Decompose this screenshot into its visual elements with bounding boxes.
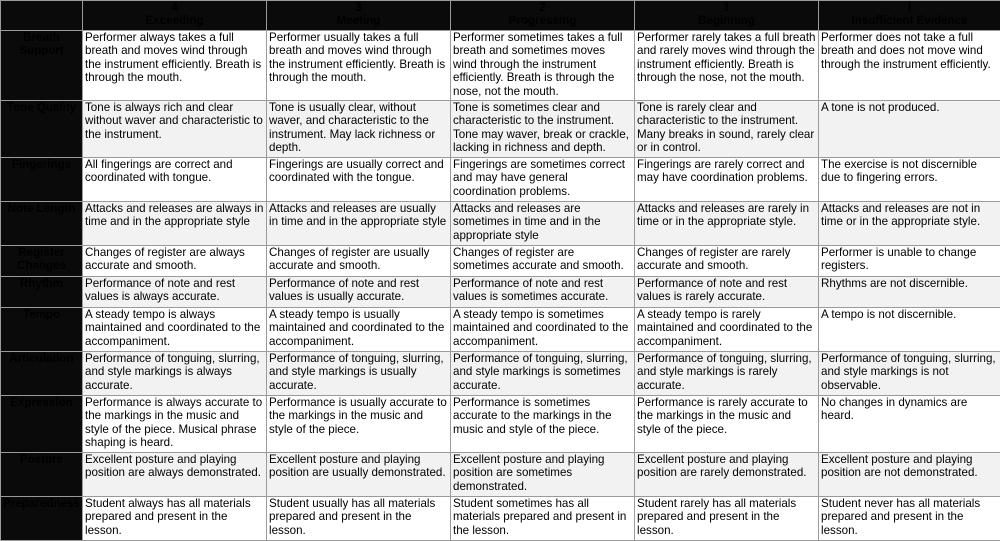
rubric-cell: Performance of tonguing, slurring, and style markings is usually accurate. xyxy=(267,352,451,396)
criterion-row-register-changes xyxy=(1,246,1000,277)
rubric-cell: Changes of register are always accurate and smooth. xyxy=(83,246,267,277)
criterion-row-note-length xyxy=(1,202,1000,246)
rubric-cell: A steady tempo is rarely maintained and coordinated to the accompaniment. xyxy=(635,308,819,352)
rubric-cell: Student never has all materials prepared and present in the lesson. xyxy=(819,497,1000,541)
rubric-cell: Performance is always accurate to the markings in the music and style of the piece. Musical phrase shaping is heard. xyxy=(83,396,267,453)
rubric-cell: Performer does not take a full breath and does not move wind through the instrument efficiently. xyxy=(819,31,1000,101)
rubric-cell: Rhythms are not discernible. xyxy=(819,277,1000,308)
rubric-cell: Excellent posture and playing position are usually demonstrated. xyxy=(267,453,451,497)
rubric-cell: Student rarely has all materials prepared and present in the lesson. xyxy=(635,497,819,541)
level-label: Beginning xyxy=(637,14,816,27)
header-row xyxy=(1,1,1000,31)
rubric-cell: Excellent posture and playing position are always demonstrated. xyxy=(83,453,267,497)
rubric-cell: Performer usually takes a full breath and moves wind through the instrument efficiently. Breath is through the mouth. xyxy=(267,31,451,101)
rubric-cell: Performance of tonguing, slurring, and style markings is rarely accurate. xyxy=(635,352,819,396)
criterion-label: Rhythm xyxy=(1,277,83,308)
criterion-row-posture xyxy=(1,453,1000,497)
level-score: 3 xyxy=(269,1,448,14)
level-score: 2 xyxy=(453,1,632,14)
rubric-cell: Attacks and releases are always in time and in the appropriate style xyxy=(83,202,267,246)
rubric-cell: Performance of tonguing, slurring, and style markings is always accurate. xyxy=(83,352,267,396)
level-score: 4 xyxy=(85,1,264,14)
rubric-cell: Performer always takes a full breath and moves wind through the instrument efficiently. Breath is through the mouth. xyxy=(83,31,267,101)
criterion-row-preparedness xyxy=(1,497,1000,541)
rubric-cell: Student usually has all materials prepared and present in the lesson. xyxy=(267,497,451,541)
level-label: Insufficient Evidence xyxy=(821,14,998,27)
rubric-cell: Performance is rarely accurate to the markings in the music and style of the piece. xyxy=(635,396,819,453)
rubric-cell: Performance of tonguing, slurring, and style markings is not observable. xyxy=(819,352,1000,396)
rubric-cell: Student sometimes has all materials prepared and present in the lesson. xyxy=(451,497,635,541)
criterion-label: Tempo xyxy=(1,308,83,352)
rubric-cell: Excellent posture and playing position are sometimes demonstrated. xyxy=(451,453,635,497)
criterion-label: Expression xyxy=(1,396,83,453)
rubric-cell: Performance of note and rest values is rarely accurate. xyxy=(635,277,819,308)
criterion-label: Note Length xyxy=(1,202,83,246)
level-header-meeting xyxy=(267,1,451,31)
rubric-cell: Excellent posture and playing position are not demonstrated. xyxy=(819,453,1000,497)
level-header-beginning xyxy=(635,1,819,31)
rubric-cell: A steady tempo is sometimes maintained and coordinated to the accompaniment. xyxy=(451,308,635,352)
rubric-cell: A tempo is not discernible. xyxy=(819,308,1000,352)
rubric-cell: Fingerings are rarely correct and may have coordination problems. xyxy=(635,158,819,202)
rubric-cell: Excellent posture and playing position are rarely demonstrated. xyxy=(635,453,819,497)
level-label: Progressing xyxy=(453,14,632,27)
criterion-row-breath-support xyxy=(1,31,1000,101)
level-score: 1 xyxy=(637,1,816,14)
level-header-progressing xyxy=(451,1,635,31)
rubric-cell: Changes of register are rarely accurate and smooth. xyxy=(635,246,819,277)
criterion-label: Posture xyxy=(1,453,83,497)
rubric-cell: Student always has all materials prepared and present in the lesson. xyxy=(83,497,267,541)
rubric-cell: Performance is sometimes accurate to the markings in the music and style of the piece. xyxy=(451,396,635,453)
criterion-row-tone-quality xyxy=(1,101,1000,158)
rubric-cell: Performance of note and rest values is always accurate. xyxy=(83,277,267,308)
criterion-row-fingerings xyxy=(1,158,1000,202)
rubric-cell: Tone is usually clear, without waver, and characteristic to the instrument. May lack richness or depth. xyxy=(267,101,451,158)
rubric-cell: No changes in dynamics are heard. xyxy=(819,396,1000,453)
criterion-row-expression xyxy=(1,396,1000,453)
rubric-cell: Changes of register are sometimes accurate and smooth. xyxy=(451,246,635,277)
rubric-cell: Performance of tonguing, slurring, and style markings is sometimes accurate. xyxy=(451,352,635,396)
rubric-cell: A steady tempo is always maintained and coordinated to the accompaniment. xyxy=(83,308,267,352)
criterion-label: Breath Support xyxy=(1,31,83,101)
level-header-insufficient-evidence xyxy=(819,1,1000,31)
criterion-row-articulation xyxy=(1,352,1000,396)
rubric-cell: Performer sometimes takes a full breath and sometimes moves wind through the instrument efficiently. Breath is through the nose, not the mouth. xyxy=(451,31,635,101)
criterion-row-tempo xyxy=(1,308,1000,352)
rubric-cell: Tone is rarely clear and characteristic to the instrument. Many breaks in sound, rarely clear or in control. xyxy=(635,101,819,158)
rubric-cell: Performer is unable to change registers. xyxy=(819,246,1000,277)
rubric-cell: Fingerings are sometimes correct and may have general coordination problems. xyxy=(451,158,635,202)
criterion-label: Articulation xyxy=(1,352,83,396)
level-header-exceeding xyxy=(83,1,267,31)
rubric-cell: Tone is sometimes clear and characteristic to the instrument. Tone may waver, break or crackle, lacking in richness and depth. xyxy=(451,101,635,158)
rubric-cell: The exercise is not discernible due to fingering errors. xyxy=(819,158,1000,202)
criterion-label: Fingerings xyxy=(1,158,83,202)
level-label: Meeting xyxy=(269,14,448,27)
level-label: Exceeding xyxy=(85,14,264,27)
rubric-cell: Attacks and releases are rarely in time or in the appropriate style. xyxy=(635,202,819,246)
rubric-cell: Fingerings are usually correct and coordinated with the tongue. xyxy=(267,158,451,202)
criterion-label: Preparedness xyxy=(1,497,83,541)
rubric-cell: Performance is usually accurate to the markings in the music and style of the piece. xyxy=(267,396,451,453)
rubric-cell: Performer rarely takes a full breath and rarely moves wind through the instrument efficiently. Breath is through the nose, not the mouth. xyxy=(635,31,819,101)
rubric-cell: Attacks and releases are usually in time and in the appropriate style xyxy=(267,202,451,246)
rubric-cell: A tone is not produced. xyxy=(819,101,1000,158)
criterion-label: Register Changes xyxy=(1,246,83,277)
criterion-label: Tone Quality xyxy=(1,101,83,158)
corner-cell xyxy=(1,1,83,31)
rubric-cell: All fingerings are correct and coordinated with tongue. xyxy=(83,158,267,202)
rubric-cell: A steady tempo is usually maintained and coordinated to the accompaniment. xyxy=(267,308,451,352)
rubric-cell: Performance of note and rest values is sometimes accurate. xyxy=(451,277,635,308)
rubric-cell: Attacks and releases are sometimes in time and in the appropriate style xyxy=(451,202,635,246)
level-score: I xyxy=(821,1,998,14)
rubric-cell: Tone is always rich and clear without waver and characteristic to the instrument. xyxy=(83,101,267,158)
rubric-cell: Attacks and releases are not in time or in the appropriate style. xyxy=(819,202,1000,246)
criterion-row-rhythm xyxy=(1,277,1000,308)
rubric-cell: Changes of register are usually accurate and smooth. xyxy=(267,246,451,277)
rubric-cell: Performance of note and rest values is usually accurate. xyxy=(267,277,451,308)
